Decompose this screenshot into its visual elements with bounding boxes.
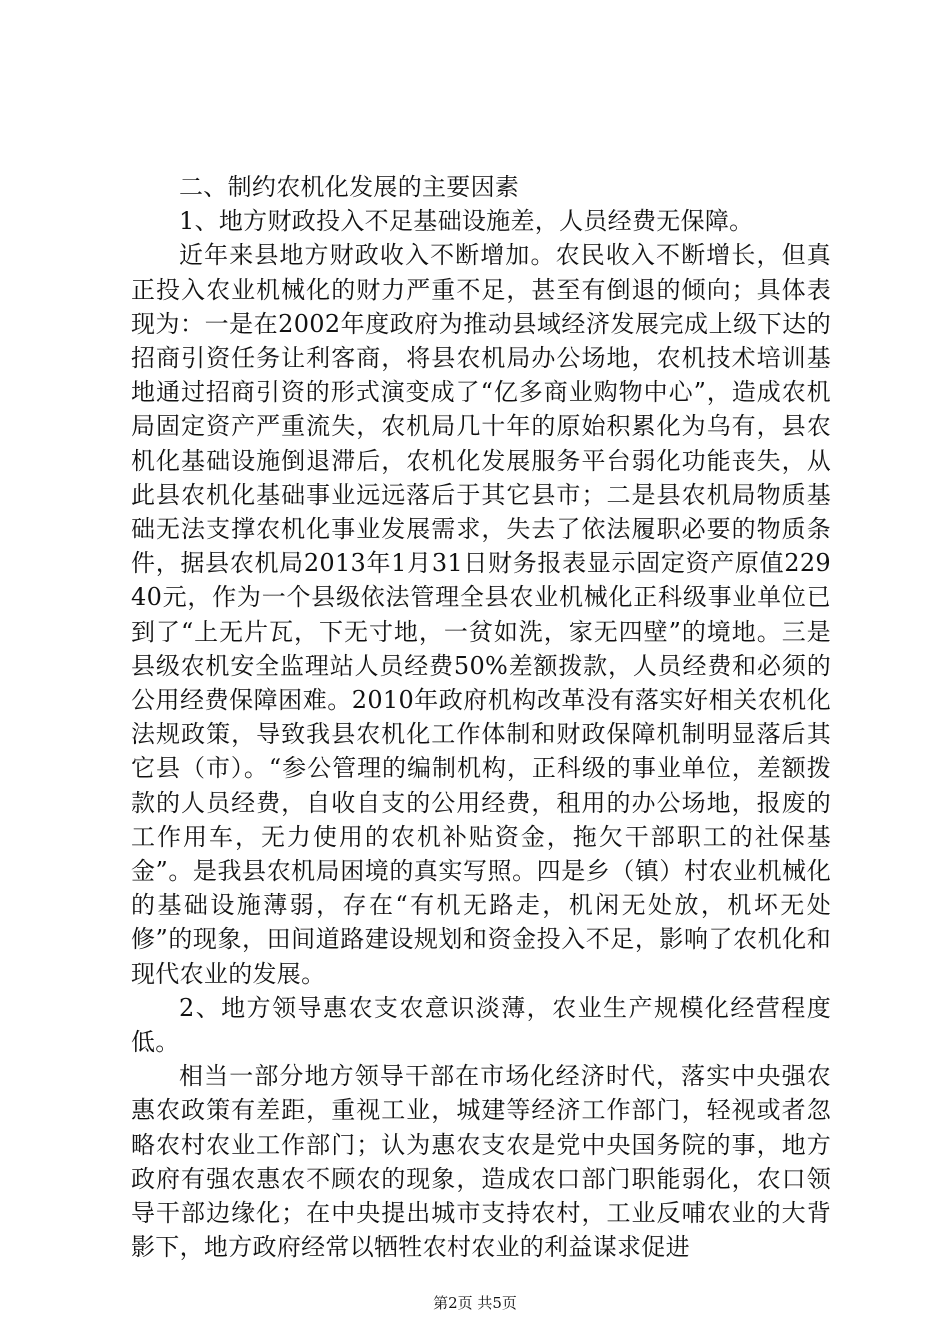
paragraph-2: 相当一部分地方领导干部在市场化经济时代，落实中央强农惠农政策有差距，重视工业，城建等经济工作部门，轻视或者忽略农村农业工作部门；认为惠农支农是党中央国务院的事，地方政府有强农惠农不顾农的现象，造成农口部门职能弱化，农口领导干部边缘化；在中央提出城市支持农村，工业反哺农业的大背影下，地方政府经常以牺牲农村农业的利益谋求促进 [131, 1062, 831, 1262]
paragraph-1: 近年来县地方财政收入不断增加。农民收入不断增长，但真正投入农业机械化的财力严重不足，甚至有倒退的倾向；具体表现为：一是在2002年度政府为推动县域经济发展完成上级下达的招商引资任务让利客商，将县农机局办公场地，农机技术培训基地通过招商引资的形式演变成了“亿多商业购物中心”，造成农机局固定资产严重流失，农机局几十年的原始积累化为乌有，县农机化基础设施倒退滞后，农机化发展服务平台弱化功能丧失，从此县农机化基础事业远远落后于其它县市；二是县农机局物质基础无法支撑农机化事业发展需求，失去了依法履职必要的物质条件，据县农机局2013年1月31日财务报表显示固定资产原值22940元，作为一个县级依法管理全县农业机械化正科级事业单位已到了“上无片瓦，下无寸地，一贫如洗，家无四壁”的境地。三是县级农机安全监理站人员经费50%差额拨款，人员经费和必须的公用经费保障困难。2010年政府机构改革没有落实好相关农机化法规政策，导致我县农机化工作体制和财政保障机制明显落后其它县（市）。“参公管理的编制机构，正科级的事业单位，差额拨款的人员经费，自收自支的公用经费，租用的办公场地，报废的工作用车，无力使用的农机补贴资金，拖欠干部职工的社保基金”。是我县农机局困境的真实写照。四是乡（镇）村农业机械化的基础设施薄弱，存在“有机无路走，机闲无处放，机坏无处修”的现象，田间道路建设规划和资金投入不足，影响了农机化和现代农业的发展。 [131, 241, 831, 988]
subheading-2: 2、地方领导惠农支农意识淡薄，农业生产规模化经营程度低。 [131, 993, 831, 1057]
subheading-1: 1、地方财政投入不足基础设施差，人员经费无保障。 [179, 207, 754, 236]
document-body [131, 170, 831, 1265]
section-heading: 二、制约农机化发展的主要因素 [179, 173, 520, 201]
page-number-footer: 第2页 共5页 [433, 1294, 517, 1312]
